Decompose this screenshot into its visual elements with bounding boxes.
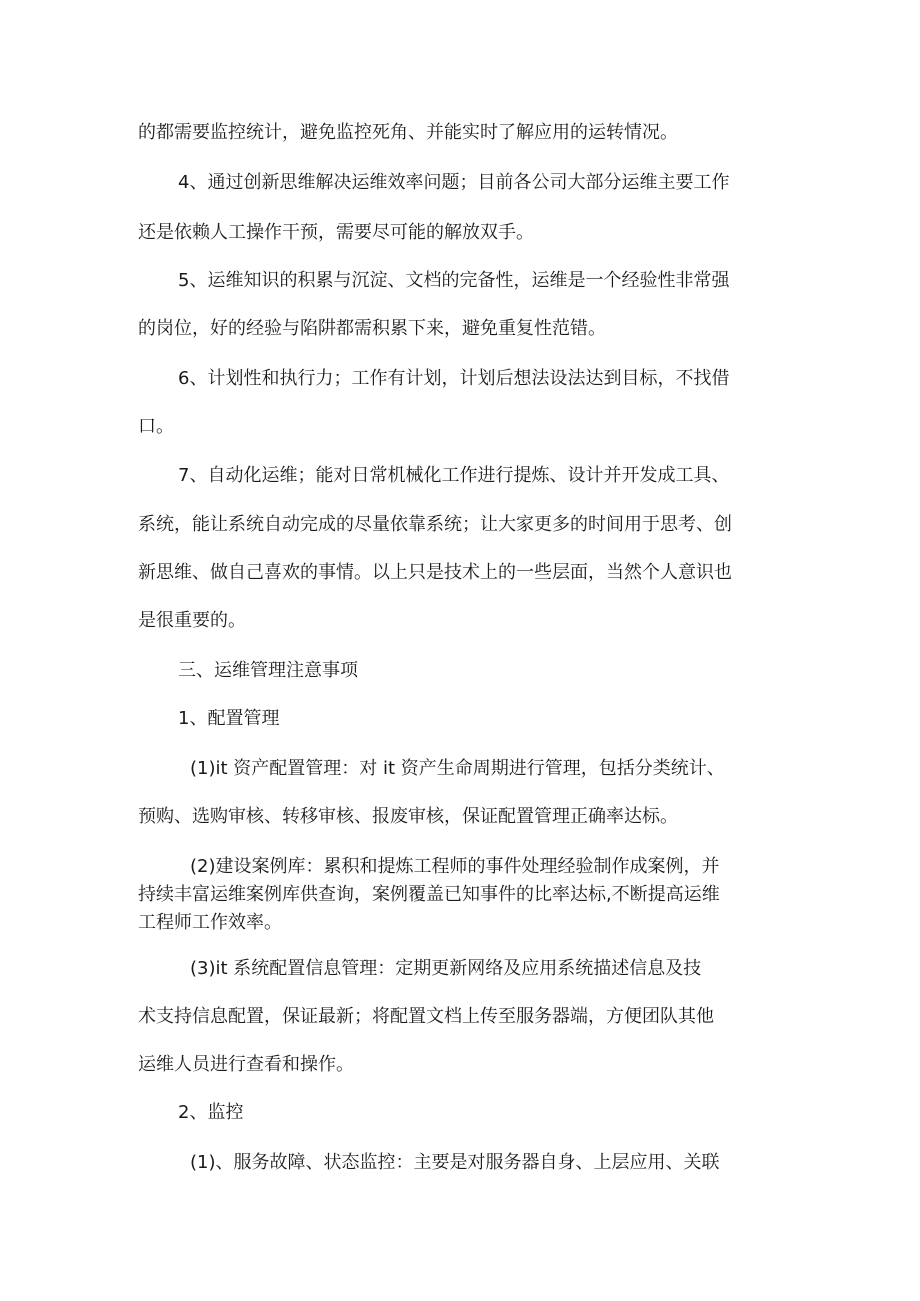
body-text-line: 是很重要的。: [138, 610, 246, 631]
list-item-4: 4、通过创新思维解决运维效率问题；目前各公司大部分运维主要工作: [178, 172, 730, 193]
body-text-line: 新思维、做自己喜欢的事情。以上只是技术上的一些层面，当然个人意识也: [138, 562, 732, 583]
sub-item-1: (1)it 资产配置管理：对 it 资产生命周期进行管理，包括分类统计、: [190, 758, 725, 779]
body-text-line: 运维人员进行查看和操作。: [138, 1054, 354, 1075]
sub-item-3: (3)it 系统配置信息管理：定期更新网络及应用系统描述信息及技: [190, 958, 702, 979]
body-text-line: 工程师工作效率。: [138, 912, 282, 933]
subsection-heading-config: 1、配置管理: [178, 708, 280, 729]
list-item-7: 7、自动化运维；能对日常机械化工作进行提炼、设计并开发成工具、: [178, 465, 730, 486]
list-item-5: 5、运维知识的积累与沉淀、文档的完备性，运维是一个经验性非常强: [178, 270, 730, 291]
body-text-line: 还是依赖人工操作干预，需要尽可能的解放双手。: [138, 222, 534, 243]
sub-item-2: (2)建设案例库：累积和提炼工程师的事件处理经验制作成案例，并: [190, 856, 720, 877]
body-text-line: 口。: [138, 416, 174, 437]
subsection-heading-monitor: 2、监控: [178, 1102, 244, 1123]
body-text-line: 预购、选购审核、转移审核、报废审核，保证配置管理正确率达标。: [138, 806, 678, 827]
body-text-line: 的岗位，好的经验与陷阱都需积累下来，避免重复性范错。: [138, 318, 606, 339]
body-text-line: 系统，能让系统自动完成的尽量依靠系统；让大家更多的时间用于思考、创: [138, 514, 732, 535]
body-text-line: 的都需要监控统计，避免监控死角、并能实时了解应用的运转情况。: [138, 122, 678, 143]
body-text-line: 术支持信息配置，保证最新；将配置文档上传至服务器端，方便团队其他: [138, 1006, 714, 1027]
body-text-line: 持续丰富运维案例库供查询，案例覆盖已知事件的比率达标,不断提高运维: [138, 884, 720, 905]
section-heading: 三、运维管理注意事项: [178, 660, 358, 681]
sub-item-monitor-1: (1)、服务故障、状态监控：主要是对服务器自身、上层应用、关联: [190, 1152, 720, 1173]
list-item-6: 6、计划性和执行力；工作有计划，计划后想法设法达到目标，不找借: [178, 368, 730, 389]
